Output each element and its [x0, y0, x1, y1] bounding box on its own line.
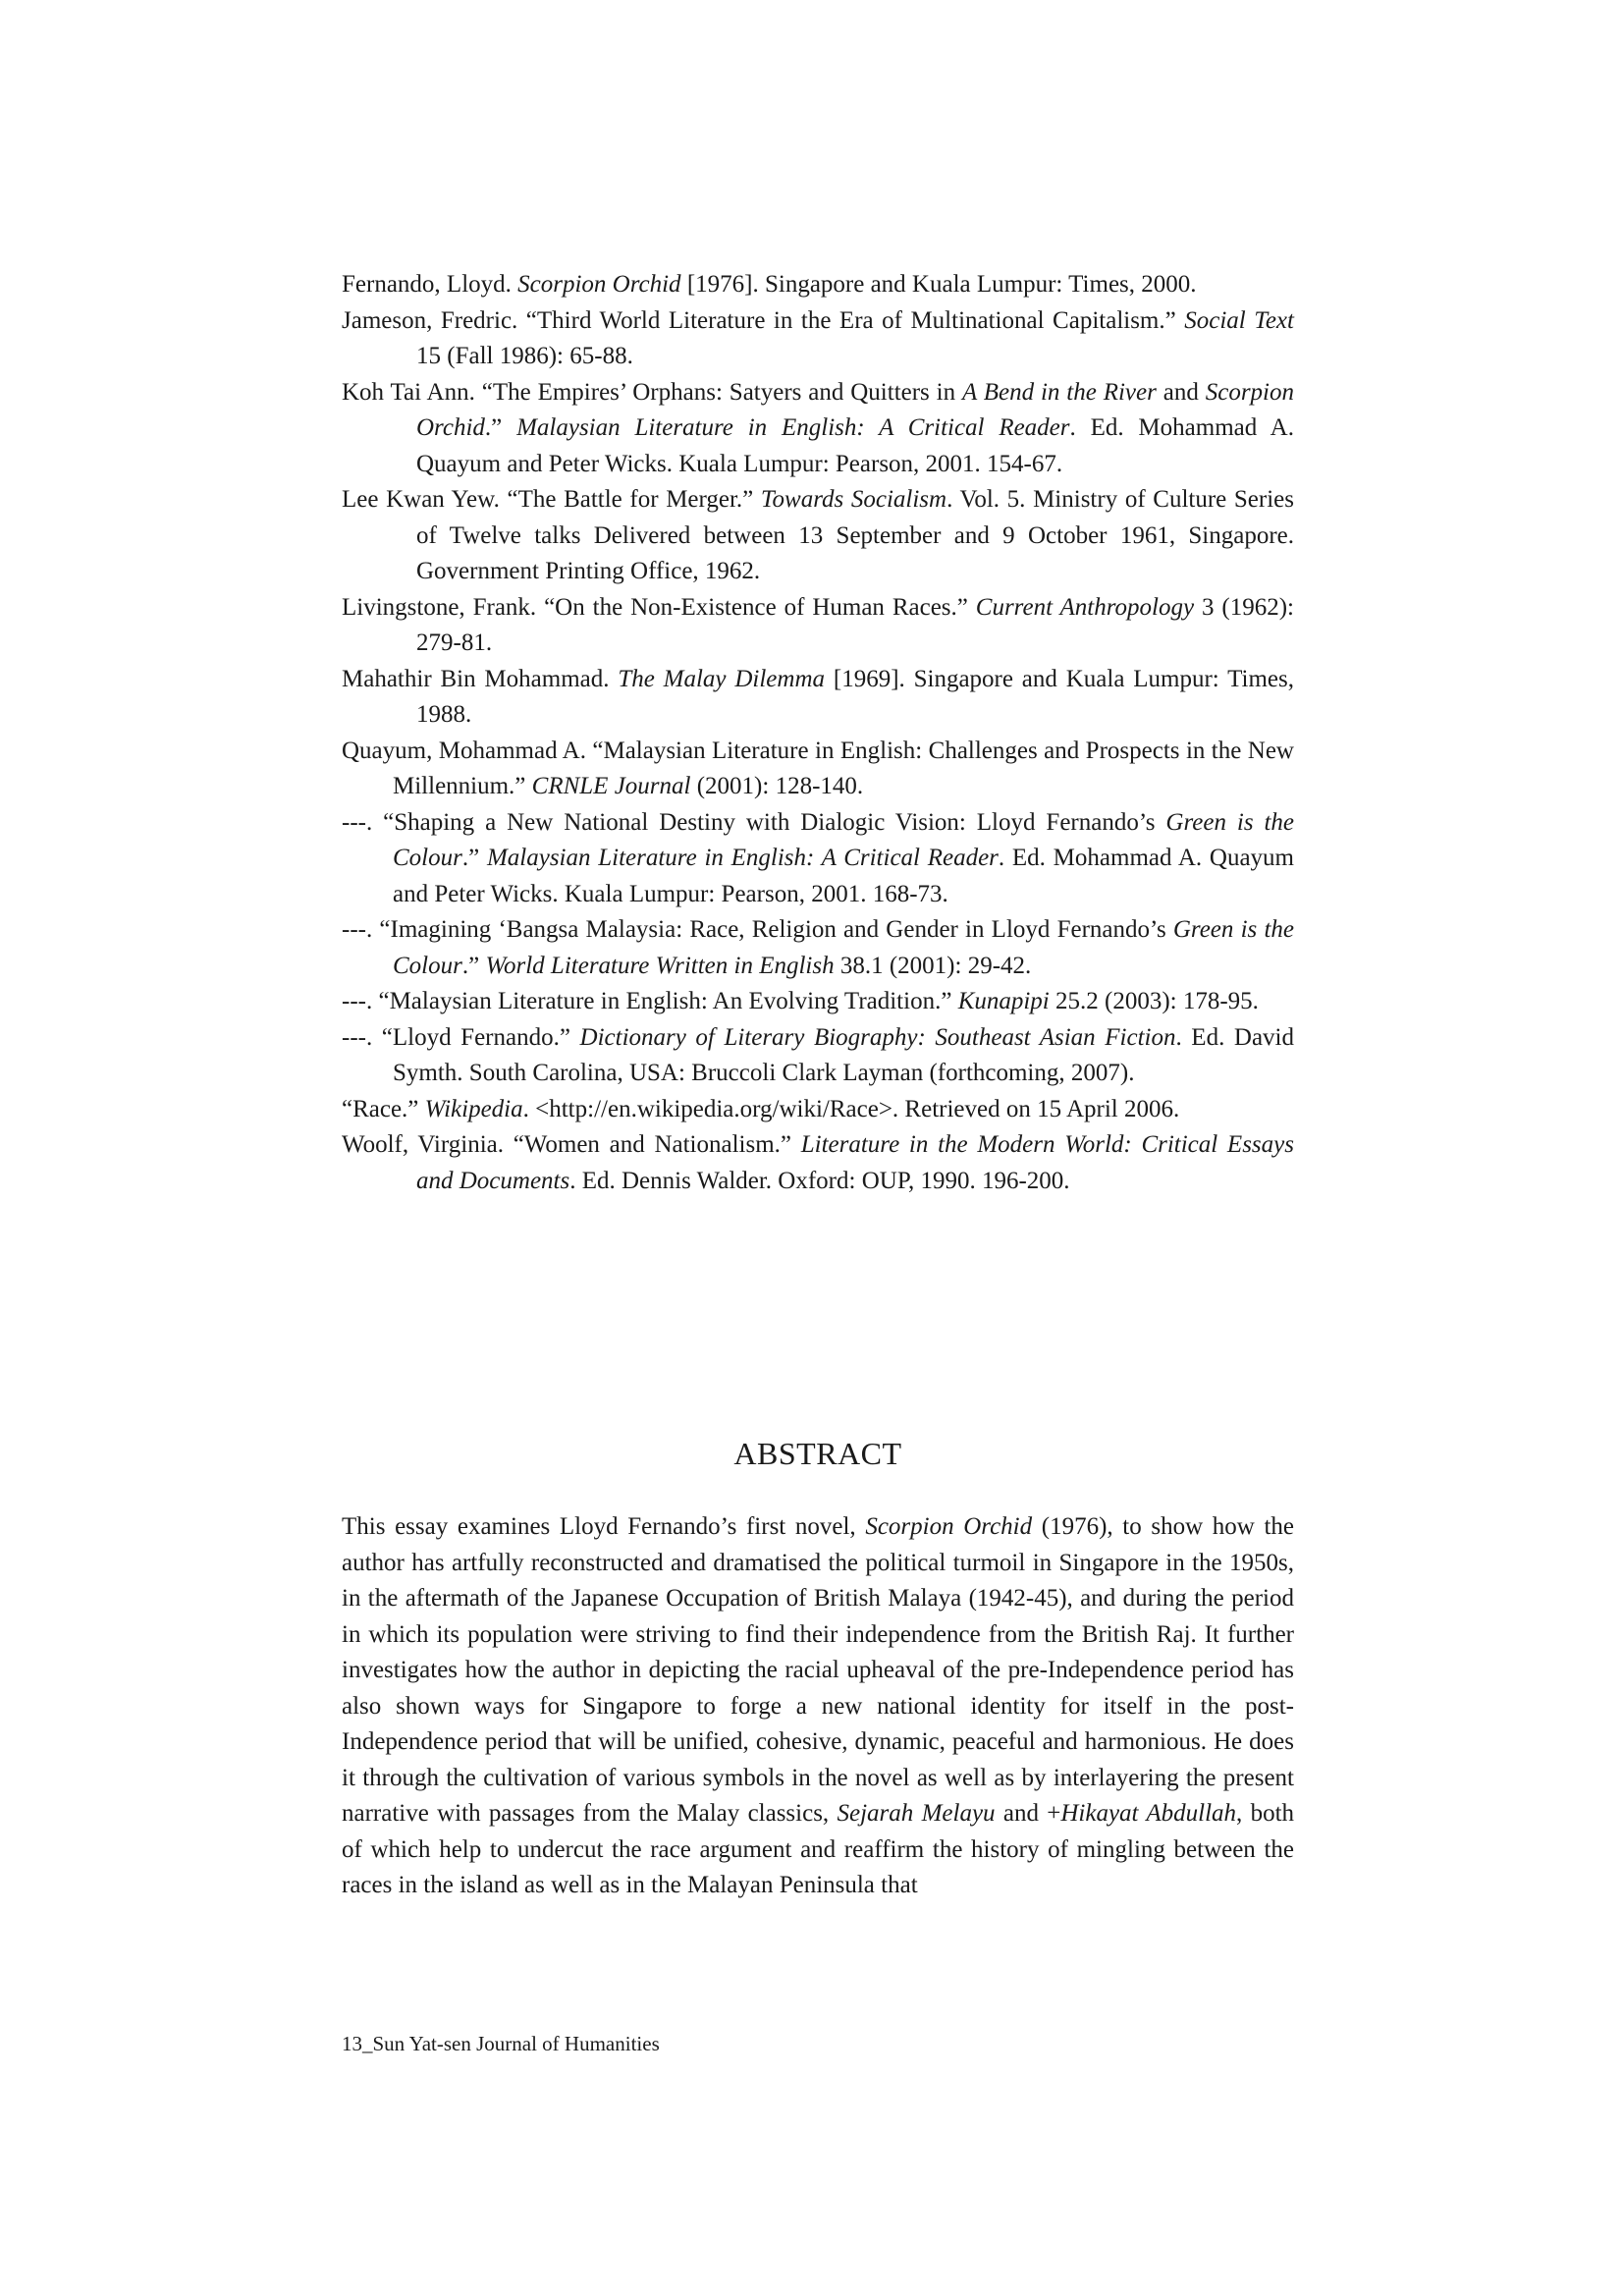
italic-title: Current Anthropology — [975, 593, 1195, 621]
italic-title: Green is the Colour — [393, 916, 1294, 979]
reference-entry — [342, 375, 1294, 483]
text-run: 38.1 (2001): 29-42. — [834, 952, 1032, 979]
reference-entry — [342, 912, 1294, 984]
italic-title: Kunapipi — [957, 988, 1050, 1014]
text-run: ---. “Imagining ‘Bangsa Malaysia: Race, Religion and Gender in Lloyd Fernando’s — [342, 916, 1173, 943]
text-run: . <http://en.wikipedia.org/wiki/Race>. Retrieved on 15 April 2006. — [522, 1095, 1180, 1122]
italic-title: Wikipedia — [424, 1095, 523, 1122]
text-run: [1976]. Singapore and Kuala Lumpur: Times, 2000. — [680, 271, 1197, 298]
italic-title: Scorpion Orchid — [517, 271, 681, 298]
text-run: This essay examines Lloyd Fernando’s first novel, — [342, 1513, 866, 1540]
italic-title: Literature in the Modern World: Critical Essays and Documents — [416, 1131, 1294, 1194]
reference-entry — [342, 984, 1294, 1020]
text-run: Livingstone, Frank. “On the Non-Existence of Human Races.” — [342, 593, 976, 621]
abstract-heading: ABSTRACT — [733, 1436, 902, 1471]
text-run: [1969]. Singapore and Kuala Lumpur: Times, 1988. — [416, 665, 1294, 728]
text-run: Lee Kwan Yew. “The Battle for Merger.” — [342, 486, 761, 513]
text-run: . Ed. Mohammad A. Quayum and Peter Wicks. Kuala Lumpur: Pearson, 2001. 168-73. — [393, 845, 1294, 907]
italic-title: Scorpion Orchid — [865, 1513, 1033, 1540]
works-cited-list — [342, 267, 1294, 1199]
text-run: . Ed. Mohammad A. Quayum and Peter Wicks. Kuala Lumpur: Pearson, 2001. 154-67. — [416, 414, 1294, 477]
text-run: .” — [484, 414, 517, 441]
italic-title: Towards Socialism — [760, 486, 947, 513]
italic-title: Social Text — [1184, 306, 1294, 334]
reference-entry — [342, 590, 1294, 662]
reference-entry — [342, 1092, 1294, 1128]
text-run: Jameson, Fredric. “Third World Literature in the Era of Multinational Capitalism.” — [342, 306, 1185, 334]
italic-title: Malaysian Literature in English: A Critical Reader — [486, 845, 999, 871]
text-run: , both of which help to undercut the race argument and reaffirm the history of mingling between the races in the island as well as in the Malayan Peninsula that — [342, 1800, 1295, 1898]
text-run: .” — [461, 845, 487, 871]
reference-entry — [342, 482, 1294, 590]
italic-title: Dictionary of Literary Biography: Southeast Asian Fiction — [579, 1023, 1176, 1051]
text-run: ---. “Shaping a New National Destiny with Dialogic Vision: Lloyd Fernando’s — [342, 808, 1166, 836]
text-run: ---. “Lloyd Fernando.” — [342, 1023, 580, 1051]
text-run: Quayum, Mohammad A. “Malaysian Literature in English: Challenges and Prospects in the New Millennium.” — [342, 737, 1294, 799]
italic-title: World Literature Written in English — [485, 952, 835, 979]
text-run: (2001): 128-140. — [690, 773, 864, 799]
text-run: and + — [995, 1800, 1061, 1827]
page-footer: 13_Sun Yat-sen Journal of Humanities — [342, 2032, 660, 2055]
text-run: ---. “Malaysian Literature in English: An Evolving Tradition.” — [342, 988, 958, 1014]
text-run: 25.2 (2003): 178-95. — [1049, 988, 1259, 1014]
abstract-body — [342, 1509, 1294, 1904]
text-run: . Vol. 5. Ministry of Culture Series of Twelve talks Delivered between 13 September and 9 October 1961, Singapore. Government Printing Office, 1962. — [416, 486, 1295, 584]
text-run: Mahathir Bin Mohammad. — [342, 665, 619, 692]
text-run: . Ed. Dennis Walder. Oxford: OUP, 1990. 196-200. — [569, 1167, 1070, 1194]
text-run: “Race.” — [342, 1095, 425, 1122]
italic-title: Hikayat Abdullah — [1060, 1800, 1237, 1827]
text-run: (1976), to show how the author has artfully reconstructed and dramatised the political turmoil in Singapore in the 1950s, in the aftermath of the Japanese Occupation of British Malaya (1942-45), and during the period in which its population were striving to find their independence from the British Raj. It further investigates how the author in depicting the racial upheaval of the pre-Independence period has also shown ways for Singapore to forge a new national identity for itself in the post-Independence period that will be unified, cohesive, dynamic, peaceful and harmonious. He does it through the cultivation of various symbols in the novel as well as by interlayering the present narrative with passages from the Malay classics, — [342, 1513, 1295, 1827]
text-run: .” — [461, 952, 486, 979]
italic-title: Sejarah Melayu — [837, 1800, 996, 1827]
italic-title: Green is the Colour — [393, 808, 1295, 871]
italic-title: The Malay Dilemma — [618, 665, 826, 692]
italic-title: Scorpion Orchid — [416, 378, 1294, 441]
reference-entry — [342, 805, 1294, 913]
italic-title: A Bend in the River — [962, 378, 1157, 406]
reference-entry — [342, 1127, 1294, 1199]
italic-title: CRNLE Journal — [531, 773, 691, 799]
reference-entry — [342, 662, 1294, 734]
reference-entry — [342, 267, 1294, 303]
reference-entry — [342, 303, 1294, 375]
text-run: 3 (1962): 279-81. — [416, 593, 1294, 656]
text-run: Fernando, Lloyd. — [342, 271, 518, 298]
reference-entry — [342, 1020, 1294, 1092]
reference-entry — [342, 734, 1294, 805]
text-run: . Ed. David Symth. South Carolina, USA: Bruccoli Clark Layman (forthcoming, 2007). — [393, 1023, 1294, 1086]
text-run: 15 (Fall 1986): 65-88. — [416, 343, 633, 369]
text-run: Koh Tai Ann. “The Empires’ Orphans: Satyers and Quitters in — [342, 378, 962, 406]
italic-title: Malaysian Literature in English: A Critical Reader — [516, 414, 1070, 441]
text-run: and — [1156, 378, 1206, 406]
text-run: Woolf, Virginia. “Women and Nationalism.” — [342, 1131, 801, 1158]
